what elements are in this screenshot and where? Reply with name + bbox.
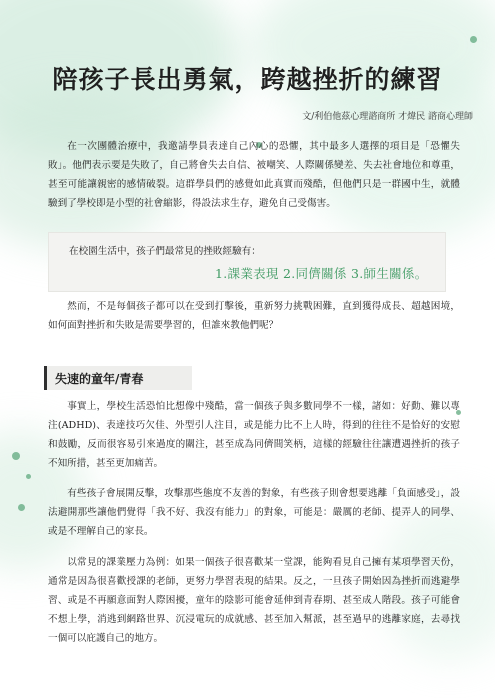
body-paragraph: 以常見的課業壓力為例：如果一個孩子很喜歡某一堂課，能夠看見自己擁有某項學習天份，通常是因為很喜歡授課的老師，更努力學習表現的結果。反之，一旦孩子開始因為挫折而逃避學習、或是不再願意面對人際困擾，童年的陰影可能會延伸到青春期、甚至成人階段。孩子可能會不想上學，消逃到網路世界、沉浸電玩的成就感、甚至加入幫派，甚至過早的逃離家庭，去尋找一個可以庇護自己的地方。	[48, 557, 460, 644]
body-paragraph: 事實上，學校生活恐怕比想像中殘酷，當一個孩子與多數同學不一樣，諸如：好動、難以專注(ADHD)、表達技巧欠佳、外型引人注目，或是能力比不上人時，得到的往往不是恰好的安慰和鼓勵，反而很容易引來過度的關注，甚至成為同儕間笑柄，這樣的經驗往往讓遭遇挫折的孩子不知所措，甚至更加痛苦。	[48, 401, 460, 469]
callout-items: 1.課業表現 2.同儕關係 3.師生關係。	[215, 266, 428, 281]
callout-lead: 在校園生活中，孩子們最常見的挫敗經驗有：	[69, 246, 261, 257]
section-title: 失速的童年/青春	[55, 372, 144, 386]
question-paragraph: 然而，不是每個孩子都可以在受到打擊後，重新努力挑戰困難，直到獲得成長、超越困境，如何面對挫折和失敗是需要學習的，但誰來教他們呢？	[48, 301, 460, 331]
body-paragraph: 有些孩子會展開反擊，攻擊那些態度不友善的對象，有些孩子則會想要逃離「負面感受」，設法避開那些讓他們覺得「我不好、我沒有能力」的對象，可能是：嚴厲的老師、提弄人的同學、或是不理解自己的家長。	[48, 488, 460, 537]
article-title: 陪孩子長出勇氣，跨越挫折的練習	[52, 65, 443, 94]
author-byline: 文/利伯他茲心理諮商所 才煒民 諮商心理師	[302, 112, 473, 122]
section-heading	[44, 366, 192, 390]
callout-box	[48, 232, 446, 292]
intro-paragraph: 在一次團體治療中，我邀請學員表達自己內心的恐懼，其中最多人選擇的項目是「恐懼失敗」。他們表示要是失敗了，自己將會失去自信、被嘲笑、人際關係變差、失去社會地位和尊重，甚至可能讓親密的感情破裂。這群學員們的感覺如此真實而殘酷，但他們只是一群國中生，就體驗到了學校即是小型的社會縮影，得設法求生存，避免自己受傷害。	[48, 141, 460, 209]
